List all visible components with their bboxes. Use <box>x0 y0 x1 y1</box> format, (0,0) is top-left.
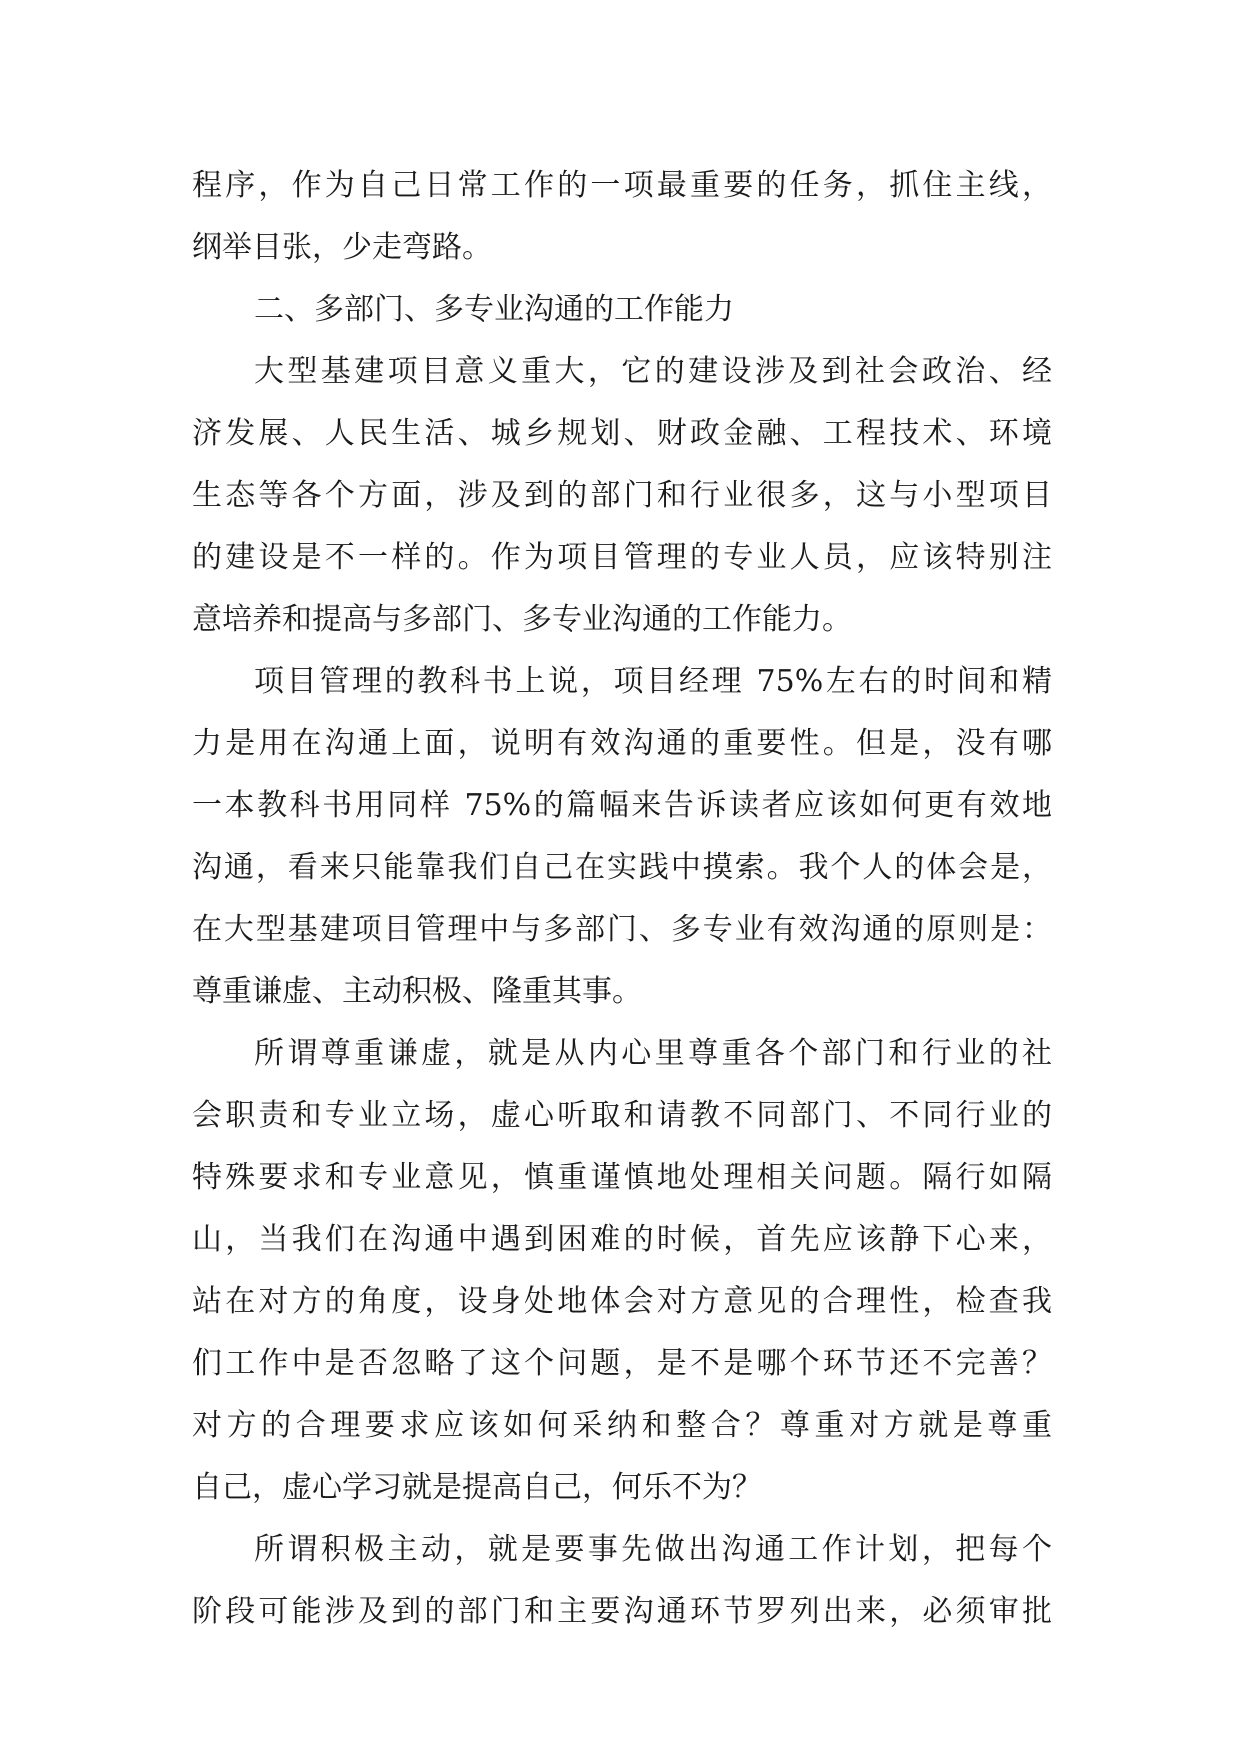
text-line: 特殊要求和专业意见，慎重谨慎地处理相关问题。隔行如隔 <box>192 1160 1052 1195</box>
text-line: 尊重谦虚、主动积极、隆重其事。 <box>192 974 642 1009</box>
text-line: 一本教科书用同样 75%的篇幅来告诉读者应该如何更有效地 <box>192 788 1052 823</box>
text-line: 沟通，看来只能靠我们自己在实践中摸索。我个人的体会是， <box>192 850 1052 885</box>
text-line: 在大型基建项目管理中与多部门、多专业有效沟通的原则是： <box>192 912 1052 947</box>
text-line: 意培养和提高与多部门、多专业沟通的工作能力。 <box>192 602 852 637</box>
text-line: 生态等各个方面，涉及到的部门和行业很多，这与小型项目 <box>192 478 1052 513</box>
text-line: 山，当我们在沟通中遇到困难的时候，首先应该静下心来， <box>192 1222 1052 1257</box>
text-line: 纲举目张，少走弯路。 <box>192 230 492 265</box>
text-line: 程序，作为自己日常工作的一项最重要的任务，抓住主线， <box>192 168 1052 203</box>
text-line: 力是用在沟通上面，说明有效沟通的重要性。但是，没有哪 <box>192 726 1052 761</box>
text-line: 济发展、人民生活、城乡规划、财政金融、工程技术、环境 <box>192 416 1052 451</box>
text-line: 阶段可能涉及到的部门和主要沟通环节罗列出来，必须审批 <box>192 1594 1052 1629</box>
text-line: 自己，虚心学习就是提高自己，何乐不为？ <box>192 1470 762 1505</box>
text-line: 二、多部门、多专业沟通的工作能力 <box>254 292 734 327</box>
body-text <box>192 155 1052 1643</box>
text-line: 站在对方的角度，设身处地体会对方意见的合理性，检查我 <box>192 1284 1052 1319</box>
text-line: 对方的合理要求应该如何采纳和整合？尊重对方就是尊重 <box>192 1408 1052 1443</box>
text-line: 项目管理的教科书上说，项目经理 75%左右的时间和精 <box>254 664 1052 699</box>
text-line: 大型基建项目意义重大，它的建设涉及到社会政治、经 <box>254 354 1052 389</box>
text-line: 会职责和专业立场，虚心听取和请教不同部门、不同行业的 <box>192 1098 1052 1133</box>
text-line: 们工作中是否忽略了这个问题，是不是哪个环节还不完善？ <box>192 1346 1052 1381</box>
text-line: 的建设是不一样的。作为项目管理的专业人员，应该特别注 <box>192 540 1052 575</box>
text-line: 所谓积极主动，就是要事先做出沟通工作计划，把每个 <box>254 1532 1052 1567</box>
text-line: 所谓尊重谦虚，就是从内心里尊重各个部门和行业的社 <box>254 1036 1052 1071</box>
